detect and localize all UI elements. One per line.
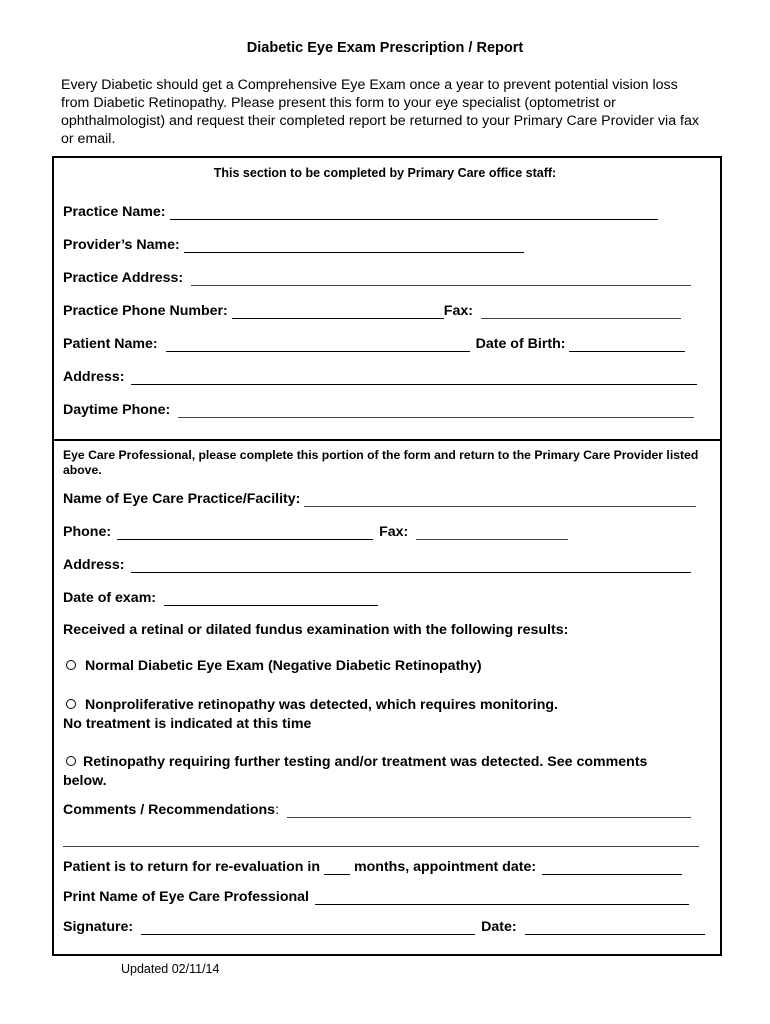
pcp-fax-field[interactable] [481, 304, 681, 319]
provider-name-field[interactable] [184, 238, 524, 253]
daytime-phone-label: Daytime Phone: [63, 402, 171, 418]
patient-address-row [63, 369, 697, 385]
comments-colon: : [275, 802, 280, 818]
return-prefix-label: Patient is to return for re-evaluation in [63, 859, 320, 875]
practice-phone-label: Practice Phone Number: [63, 303, 228, 319]
eye-fax-label: Fax: [379, 524, 409, 540]
print-name-row [63, 889, 689, 905]
option-normal-label: Normal Diabetic Eye Exam (Negative Diabetic Retinopathy) [85, 658, 482, 674]
practice-address-label: Practice Address: [63, 270, 184, 286]
patient-address-label: Address: [63, 369, 125, 385]
comments-line-2-row [63, 832, 699, 847]
eye-address-label: Address: [63, 557, 125, 573]
practice-name-label: Practice Name: [63, 204, 166, 220]
practice-name-field[interactable] [170, 205, 658, 220]
provider-name-row [63, 237, 524, 253]
signature-date-label: Date: [481, 919, 517, 935]
exam-date-label: Date of exam: [63, 590, 157, 606]
pcp-fax-label: Fax: [443, 303, 473, 319]
daytime-phone-row [63, 402, 694, 418]
eye-phone-field[interactable] [117, 525, 373, 540]
facility-label: Name of Eye Care Practice/Facility: [63, 491, 301, 507]
results-intro [63, 622, 568, 638]
return-mid-label: months, appointment date: [354, 859, 537, 875]
option-nonproliferative[interactable] [63, 696, 703, 734]
signature-date-field[interactable] [525, 920, 705, 935]
dob-label: Date of Birth: [475, 336, 566, 352]
comments-row [63, 802, 691, 818]
practice-phone-row [63, 303, 681, 319]
pcp-section-heading: This section to be completed by Primary Care office staff: [213, 166, 557, 180]
eye-fax-field[interactable] [416, 525, 568, 540]
exam-date-field[interactable] [164, 591, 378, 606]
signature-label: Signature: [63, 919, 134, 935]
return-row [63, 859, 682, 875]
section-divider [52, 439, 722, 441]
form-title: Diabetic Eye Exam Prescription / Report [246, 40, 524, 56]
print-name-label: Print Name of Eye Care Professional [63, 889, 310, 905]
results-intro-label: Received a retinal or dilated fundus examination with the following results: [63, 622, 569, 638]
eye-section-heading: Eye Care Professional, please complete this portion of the form and return to the Primary Care Provider listed above. [63, 448, 699, 477]
signature-field[interactable] [141, 920, 475, 935]
patient-address-field[interactable] [131, 370, 697, 385]
eye-phone-label: Phone: [63, 524, 112, 540]
patient-name-field[interactable] [166, 337, 470, 352]
option-nonproliferative-cont: No treatment is indicated at this time [63, 716, 312, 732]
practice-address-row [63, 270, 691, 286]
daytime-phone-field[interactable] [178, 403, 694, 418]
practice-address-field[interactable] [191, 271, 691, 286]
radio-circle-icon[interactable] [66, 756, 76, 766]
option-further-testing-cont: below. [63, 773, 107, 789]
option-further-testing[interactable] [63, 753, 703, 791]
patient-name-label: Patient Name: [63, 336, 158, 352]
dob-field[interactable] [569, 337, 685, 352]
option-further-testing-label: Retinopathy requiring further testing and/or treatment was detected. See comments [83, 754, 648, 770]
exam-date-row [63, 590, 378, 606]
eye-address-row [63, 557, 691, 573]
signature-row [63, 919, 705, 935]
eye-address-field[interactable] [131, 558, 691, 573]
appointment-date-field[interactable] [542, 860, 682, 875]
comments-field-1[interactable] [287, 803, 691, 818]
comments-label: Comments / Recommendations [63, 802, 276, 818]
return-months-field[interactable] [324, 860, 350, 875]
eye-phone-row [63, 524, 568, 540]
comments-field-2[interactable] [63, 832, 699, 847]
practice-phone-field[interactable] [232, 304, 444, 319]
print-name-field[interactable] [315, 890, 689, 905]
facility-row [63, 491, 696, 507]
radio-circle-icon[interactable] [66, 699, 76, 709]
radio-circle-icon[interactable] [66, 660, 76, 670]
option-nonproliferative-label: Nonproliferative retinopathy was detected, which requires monitoring. [85, 697, 558, 713]
intro-paragraph: Every Diabetic should get a Comprehensive Eye Exam once a year to prevent potential vision loss from Diabetic Retinopathy. Please present this form to your eye specialist (optometrist or ophthalmologist) and request their completed report be returned to your Primary Care Provider via fax or email. [61, 77, 699, 147]
updated-date: Updated 02/11/14 [121, 962, 220, 976]
patient-name-row [63, 336, 685, 352]
option-normal[interactable] [63, 657, 703, 676]
facility-field[interactable] [304, 492, 696, 507]
practice-name-row [63, 204, 658, 220]
provider-name-label: Provider’s Name: [63, 237, 180, 253]
